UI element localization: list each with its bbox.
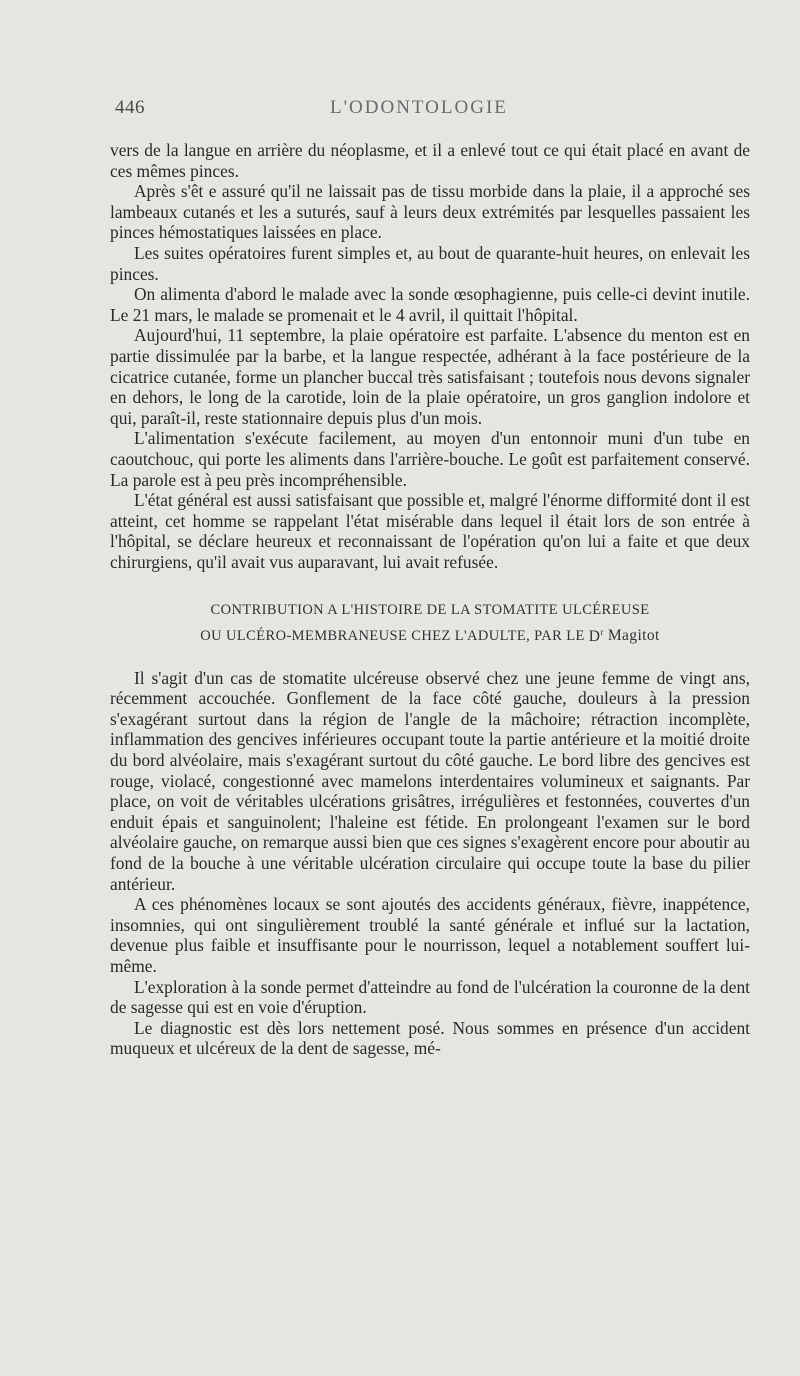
- running-head: [110, 97, 752, 127]
- paragraph: Le diagnostic est dès lors nettement posé. Nous sommes en présence d'un accident muqueux et ulcéreux de la dent de sagesse, mé-: [110, 1017, 750, 1059]
- page-number: 446: [115, 97, 145, 118]
- journal-title: L'ODONTOLOGIE: [330, 97, 508, 118]
- author-title-letter: D: [588, 627, 601, 645]
- body-text: [110, 140, 750, 1059]
- author-title: [589, 628, 604, 645]
- paragraph: L'alimentation s'exécute facilement, au moyen d'un entonnoir muni d'un tube en caoutchouc, qui porte les aliments dans l'arrière-bouche. Le goût est parfaitement conservé. La parole est à peu près incompréhensible.: [110, 428, 750, 490]
- paragraph: vers de la langue en arrière du néoplasme, et il a enlevé tout ce qui était placé en avant de ces mêmes pinces.: [110, 140, 750, 181]
- paragraph: Après s'êt e assuré qu'il ne laissait pas de tissu morbide dans la plaie, il a approché ses lambeaux cutanés et les a suturés, sauf à leurs deux extrémités par lesquelles passaient les pinces hémostatiques laissées en place.: [110, 181, 750, 243]
- section-heading: [110, 600, 750, 647]
- section-heading-line-1: CONTRIBUTION A L'HISTOIRE DE LA STOMATITE ULCÉREUSE: [210, 602, 650, 619]
- author-title-sup: r: [600, 626, 604, 637]
- author-name: Magitot: [607, 627, 660, 645]
- section-heading-line-2-text: OU ULCÉRO-MEMBRANEUSE CHEZ L'ADULTE, PAR LE: [200, 628, 585, 645]
- paragraph: Il s'agit d'un cas de stomatite ulcéreuse observé chez une jeune femme de vingt ans, récemment accouchée. Gonflement de la face côté gauche, douleurs à la pression s'exagérant surtout dans la région de l'angle de la mâchoire; rétraction incomplète, inflammation des gencives inférieures occupant toute la partie antérieure et la moitié droite du bord alvéolaire, mais s'exagérant surtout du côté gauche. Le bord libre des gencives est rouge, violacé, congestionné avec mamelons interdentaires volumineux et saignants. Par place, on voit de véritables ulcérations grisâtres, irrégulières et festonnées, couvertes d'un enduit épais et sanguinolent; l'haleine est fétide. En prolongeant l'examen sur le bord alvéolaire gauche, on remarque aussi bien que ces signes s'exagèrent encore pour aboutir au fond de la bouche à une véritable ulcération circulaire qui occupe toute la base du pilier antérieur.: [110, 667, 750, 894]
- paragraph: On alimenta d'abord le malade avec la sonde œsophagienne, puis celle-ci devint inutile. Le 21 mars, le malade se promenait et le 4 avril, il quittait l'hôpital.: [110, 284, 750, 325]
- paragraph: L'exploration à la sonde permet d'atteindre au fond de l'ulcération la couronne de la dent de sagesse qui est en voie d'éruption.: [110, 976, 750, 1018]
- paragraph: L'état général est aussi satisfaisant que possible et, malgré l'énorme difformité dont il est atteint, cet homme se rappelant l'état misérable dans lequel il était lors de son entrée à l'hôpital, se déclare heureux et reconnaissant de l'opération qu'on lui a faite et que deux chirurgiens, qu'il avait vus auparavant, lui avait refusée.: [110, 490, 750, 572]
- section-heading-line-2: [110, 621, 750, 647]
- paragraph: A ces phénomènes locaux se sont ajoutés des accidents généraux, fièvre, inappétence, insomnies, qui ont singulièrement troublé la santé générale et influé sur la lactation, devenue plus faible et insuffisante pour le nourrisson, lequel a notablement souffert lui-même.: [110, 894, 750, 976]
- paragraph: Aujourd'hui, 11 septembre, la plaie opératoire est parfaite. L'absence du menton est en partie dissimulée par la barbe, et la langue respectée, adhérant à la face postérieure de la cicatrice cutanée, forme un plancher buccal très satisfaisant ; toutefois nous devons signaler en dehors, le long de la carotide, loin de la plaie opératoire, un gros ganglion indolore et qui, paraît-il, reste stationnaire depuis plus d'un mois.: [110, 325, 750, 428]
- paragraph: Les suites opératoires furent simples et, au bout de quarante-huit heures, on enlevait les pinces.: [110, 242, 750, 284]
